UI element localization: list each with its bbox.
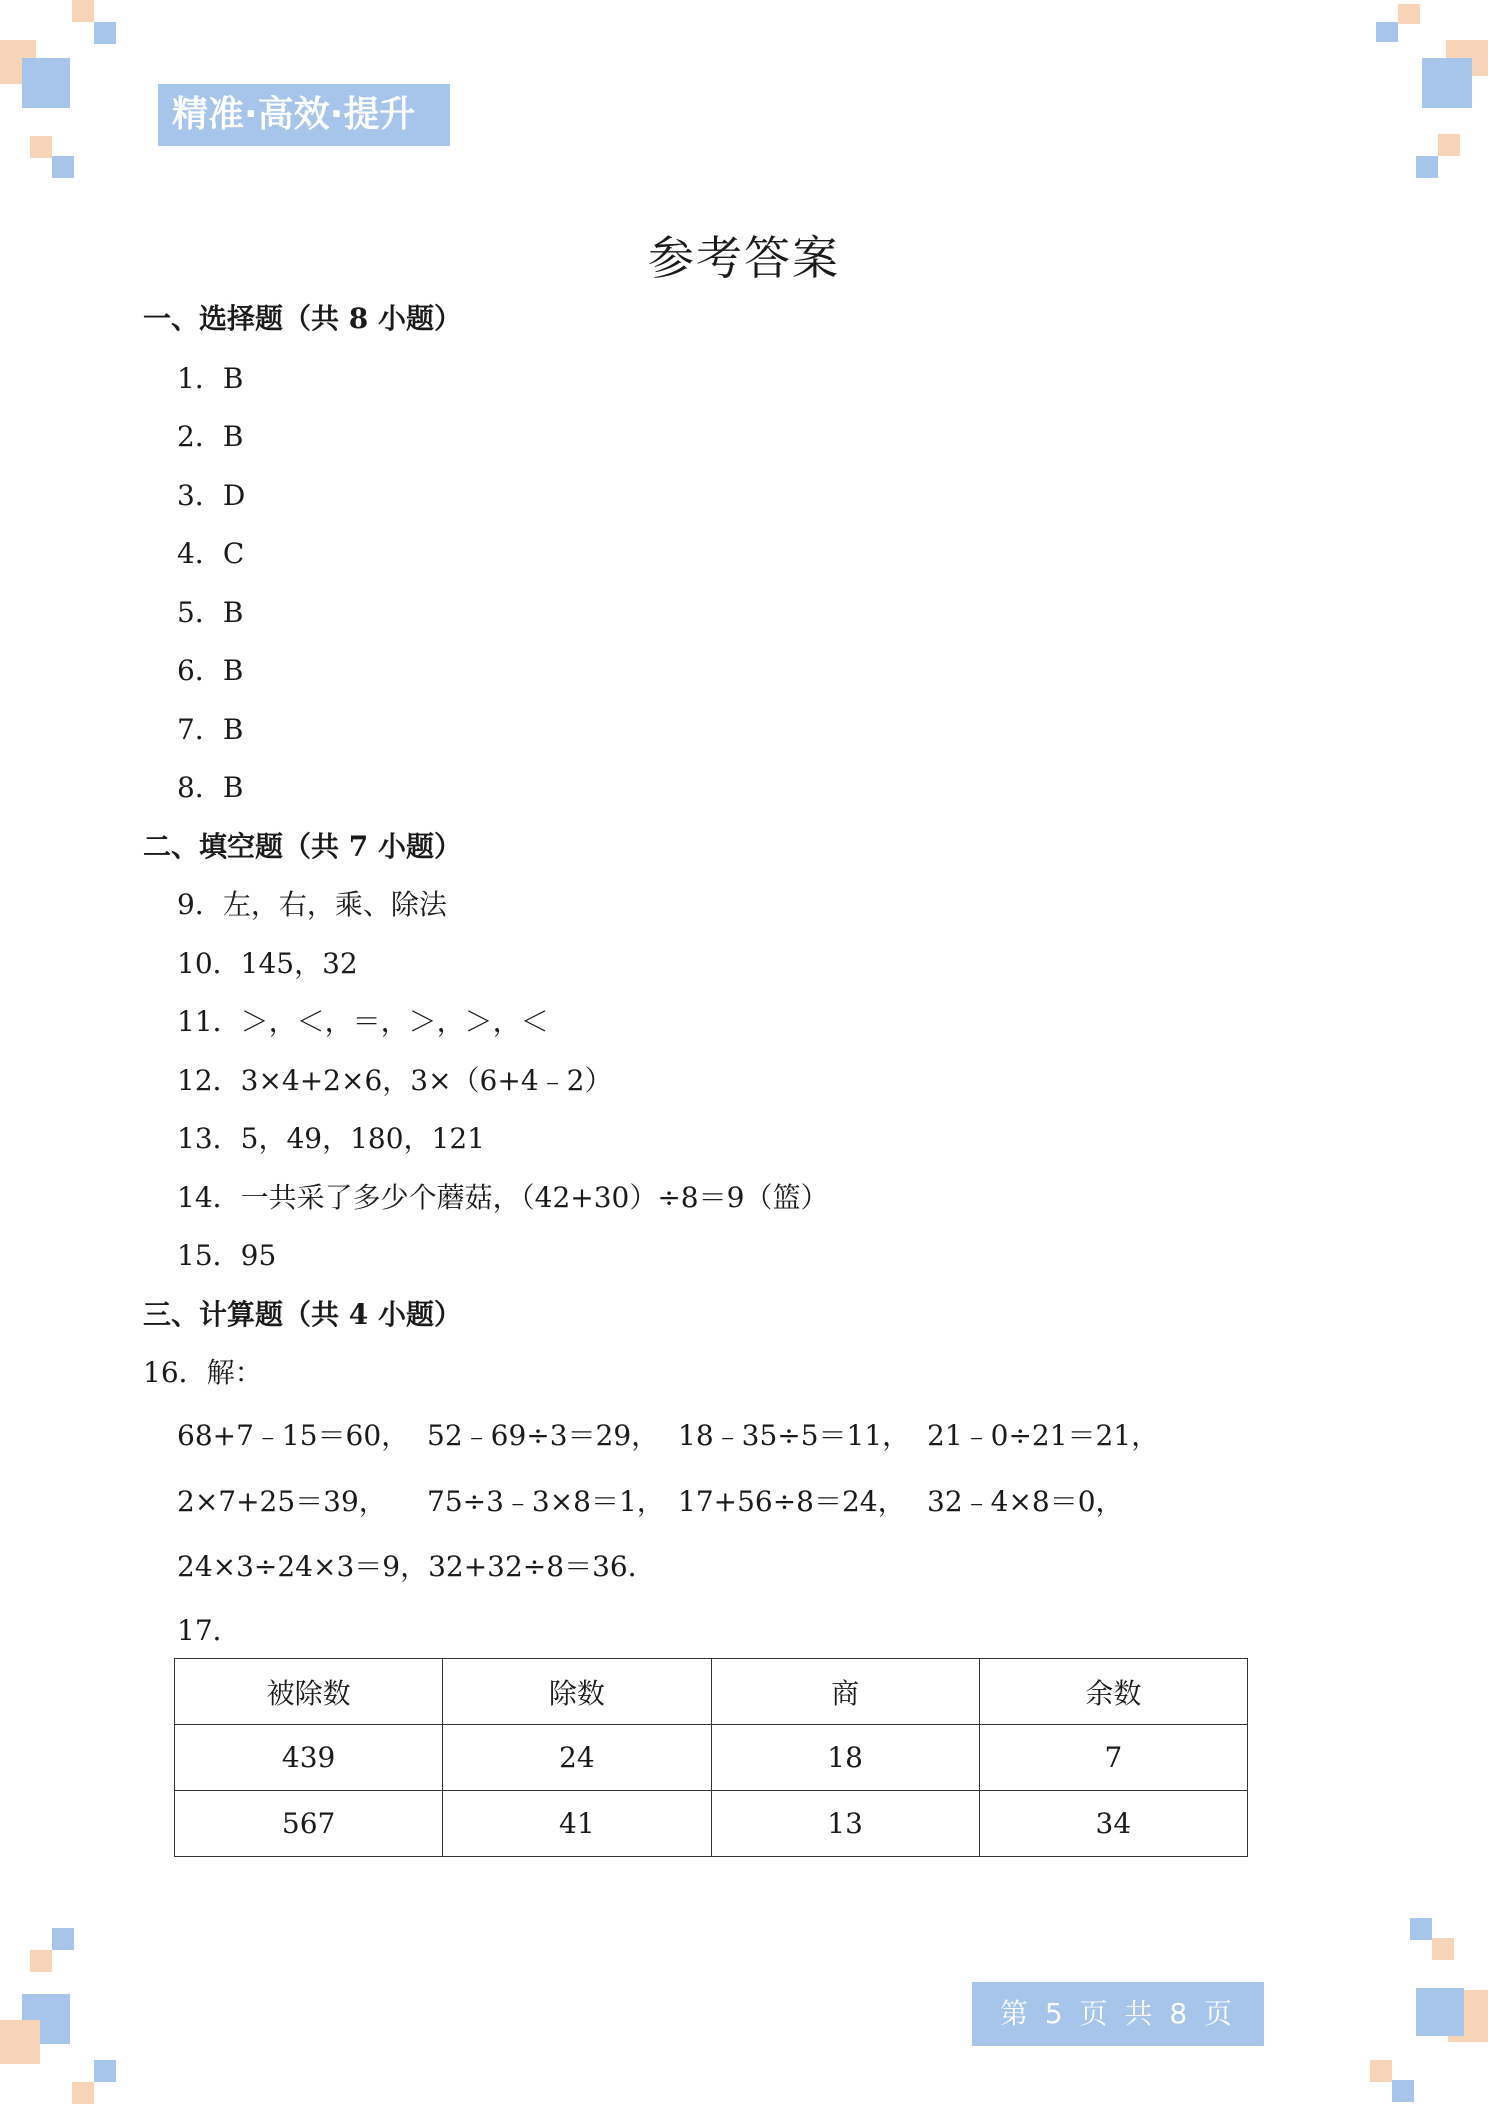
- table-cell: 24: [443, 1725, 711, 1791]
- table-row: [175, 1791, 1248, 1857]
- table-cell: 567: [175, 1791, 443, 1857]
- calc-expression: 32﹣4×8＝0，: [927, 1485, 1124, 1518]
- question-16-label: 16．解：: [143, 1356, 263, 1389]
- calc-expression: 68+7﹣15＝60，: [177, 1419, 410, 1452]
- page-number-badge: 第 5 页 共 8 页: [972, 1982, 1264, 2046]
- calc-expression: 52﹣69÷3＝29，: [427, 1419, 660, 1452]
- answer-item: 8．B: [177, 771, 244, 804]
- division-table: [174, 1658, 1248, 1857]
- answer-item: 4．C: [177, 537, 245, 570]
- table-header-cell: 除数: [443, 1659, 711, 1725]
- table-cell: 439: [175, 1725, 443, 1791]
- answer-item: 1．B: [177, 362, 244, 395]
- section-heading-calc: 三、计算题（共 4 小题）: [143, 1298, 462, 1331]
- answer-item: 12．3×4+2×6，3×（6+4﹣2）: [177, 1064, 613, 1097]
- table-cell: 41: [443, 1791, 711, 1857]
- table-cell: 34: [979, 1791, 1247, 1857]
- table-header-row: [175, 1659, 1248, 1725]
- table-cell: 13: [711, 1791, 979, 1857]
- answer-item: 2．B: [177, 420, 244, 453]
- answer-item: 6．B: [177, 654, 244, 687]
- table-header-cell: 商: [711, 1659, 979, 1725]
- table-header-cell: 被除数: [175, 1659, 443, 1725]
- brand-banner: 精准·高效·提升: [158, 84, 450, 146]
- table-row: [175, 1725, 1248, 1791]
- calc-expression: 75÷3﹣3×8＝1，: [427, 1485, 665, 1518]
- answer-item: 11．＞，＜，＝，＞，＞，＜: [177, 1005, 549, 1038]
- question-17-label: 17．: [177, 1614, 241, 1647]
- answer-item: 15．95: [177, 1239, 277, 1272]
- answer-item: 14．一共采了多少个蘑菇，（42+30）÷8＝9（篮）: [177, 1181, 829, 1214]
- calc-expression: 2×7+25＝39，: [177, 1485, 387, 1518]
- calc-expression: 17+56÷8＝24，: [678, 1485, 906, 1518]
- table-cell: 18: [711, 1725, 979, 1791]
- answer-item: 3．D: [177, 479, 246, 512]
- section-heading-choice: 一、选择题（共 8 小题）: [143, 302, 462, 335]
- answer-item: 5．B: [177, 596, 244, 629]
- answer-item: 9．左，右，乘、除法: [177, 888, 447, 921]
- calc-expression: 24×3÷24×3＝9，32+32÷8＝36．: [177, 1550, 656, 1583]
- table-cell: 7: [979, 1725, 1247, 1791]
- answer-item: 13．5，49，180，121: [177, 1122, 485, 1155]
- calc-expression: 18﹣35÷5＝11，: [678, 1419, 911, 1452]
- section-heading-fill: 二、填空题（共 7 小题）: [143, 830, 462, 863]
- page-title: 参考答案: [648, 231, 840, 285]
- answer-item: 10．145，32: [177, 947, 358, 980]
- table-header-cell: 余数: [979, 1659, 1247, 1725]
- calc-expression: 21﹣0÷21＝21，: [927, 1419, 1160, 1452]
- answer-item: 7．B: [177, 713, 244, 746]
